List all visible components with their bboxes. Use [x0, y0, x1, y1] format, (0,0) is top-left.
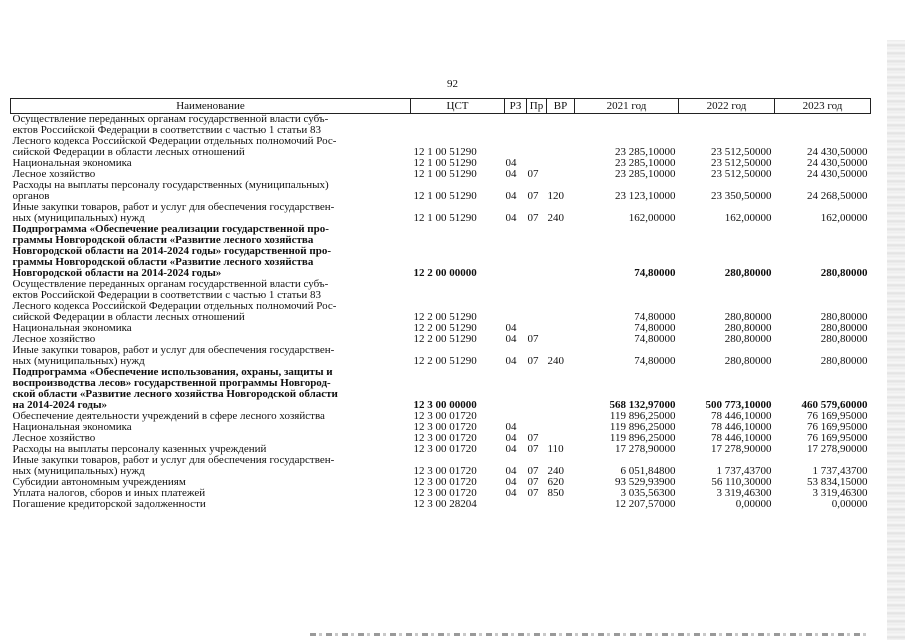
cell-vr: 240 [547, 355, 564, 367]
cell-y2022: 23 512,50000 [711, 146, 772, 158]
cell-y2022: 280,80000 [724, 267, 772, 279]
cell-y2021: 74,80000 [634, 333, 676, 345]
cell-vr [547, 499, 575, 510]
column-header-2023: 2023 год [775, 99, 871, 114]
cell-vr [547, 411, 575, 422]
cell-y2021: 119 896,25000 [609, 432, 676, 444]
cell-rz [505, 279, 527, 323]
cell-rz: 04 [505, 168, 517, 180]
cell-csr: 12 1 00 51290 [413, 168, 477, 180]
cell-pr [527, 279, 547, 323]
cell-y2023: 76 169,95000 [807, 432, 868, 444]
table-row [11, 455, 871, 477]
cell-rz: 04 [505, 421, 517, 433]
cell-pr [527, 224, 547, 279]
column-header-name: Наименование [11, 99, 411, 114]
cell-pr: 07 [527, 465, 539, 477]
cell-y2021: 23 285,10000 [615, 157, 676, 169]
cell-pr: 07 [527, 443, 539, 455]
cell-y2021: 119 896,25000 [609, 421, 676, 433]
cell-y2021: 17 278,90000 [615, 443, 676, 455]
cell-name: Лесное хозяйство [12, 432, 96, 444]
cell-name: Лесное хозяйство [12, 168, 96, 180]
subprogram-row [11, 224, 871, 279]
cell-csr: 12 3 00 28204 [413, 498, 477, 510]
cell-vr [547, 323, 575, 334]
cell-rz: 04 [505, 322, 517, 334]
cell-y2022: 23 512,50000 [711, 168, 772, 180]
cell-csr: 12 2 00 51290 [413, 333, 477, 345]
cell-y2023: 280,80000 [820, 355, 868, 367]
cell-csr: 12 2 00 51290 [413, 355, 477, 367]
cell-y2022: 280,80000 [724, 355, 772, 367]
cell-y2022: 0,00000 [735, 498, 772, 510]
cell-y2022: 1 737,43700 [716, 465, 772, 477]
table-header [11, 99, 871, 114]
cell-rz: 04 [505, 443, 517, 455]
cell-csr: 12 3 00 01720 [413, 432, 477, 444]
cell-name: Лесное хозяйство [12, 333, 96, 345]
cell-name: Осуществление переданных органам государственной власти субъ- ектов Российской Федерации в соответствии с частью 1 статьи 83 Лесного кодекса Российской Федерации отдельных полномочий Рос- сийской Федерации в области лесных отношений [12, 113, 337, 158]
cell-y2022: 23 350,50000 [711, 190, 772, 202]
cell-name: Иные закупки товаров, работ и услуг для обеспечения государствен- ных (муниципальных) нужд [12, 344, 335, 367]
cell-y2021: 23 285,10000 [615, 146, 676, 158]
page-number: 92 [447, 78, 458, 90]
cell-y2022: 280,80000 [724, 311, 772, 323]
cell-y2021: 162,00000 [628, 212, 676, 224]
cell-pr: 07 [527, 487, 539, 499]
cell-rz: 04 [505, 157, 517, 169]
cell-csr: 12 3 00 01720 [413, 421, 477, 433]
table-row [11, 345, 871, 367]
cell-name: Уплата налогов, сборов и иных платежей [12, 487, 206, 499]
cell-y2023: 53 834,15000 [807, 476, 868, 488]
cell-rz: 04 [505, 465, 517, 477]
cell-y2021: 93 529,93900 [615, 476, 676, 488]
cell-name: Подпрограмма «Обеспечение использования, охраны, защиты и воспроизводства лесов» государственной программы Новгород- ской области «Развитие лесного хозяйства Новгородской области на 2014-2024 годы» [12, 366, 338, 411]
scan-bottom-artifact [310, 633, 870, 636]
cell-y2022: 280,80000 [724, 333, 772, 345]
cell-y2021: 6 051,84800 [620, 465, 676, 477]
column-header-rz: РЗ [505, 99, 527, 114]
cell-vr [547, 114, 575, 159]
cell-csr: 12 3 00 01720 [413, 410, 477, 422]
cell-csr: 12 1 00 51290 [413, 190, 477, 202]
cell-y2021: 74,80000 [634, 311, 676, 323]
table-row [11, 499, 871, 510]
cell-pr: 07 [527, 190, 539, 202]
cell-pr: 07 [527, 212, 539, 224]
cell-rz [505, 224, 527, 279]
cell-y2023: 17 278,90000 [807, 443, 868, 455]
cell-vr [547, 158, 575, 169]
cell-y2022: 162,00000 [724, 212, 772, 224]
cell-pr [527, 367, 547, 411]
cell-y2023: 460 579,60000 [801, 399, 868, 411]
cell-vr [547, 224, 575, 279]
cell-y2023: 0,00000 [831, 498, 868, 510]
cell-y2022: 280,80000 [724, 322, 772, 334]
cell-y2022: 78 446,10000 [711, 410, 772, 422]
cell-y2021: 12 207,57000 [615, 498, 676, 510]
cell-name: Обеспечение деятельности учреждений в сфере лесного хозяйства [12, 410, 325, 422]
cell-rz [505, 114, 527, 159]
cell-name: Осуществление переданных органам государственной власти субъ- ектов Российской Федерации в соответствии с частью 1 статьи 83 Лесного кодекса Российской Федерации отдельных полномочий Рос- сийской Федерации в области лесных отношений [12, 278, 337, 323]
cell-y2023: 76 169,95000 [807, 421, 868, 433]
scan-edge-artifact [887, 40, 905, 640]
cell-y2022: 78 446,10000 [711, 421, 772, 433]
cell-pr [527, 411, 547, 422]
cell-y2021: 74,80000 [634, 267, 676, 279]
cell-csr: 12 3 00 01720 [413, 487, 477, 499]
cell-name: Субсидии автономным учреждениям [12, 476, 186, 488]
cell-csr: 12 3 00 00000 [413, 399, 477, 411]
cell-y2023: 280,80000 [820, 322, 868, 334]
cell-name: Иные закупки товаров, работ и услуг для обеспечения государствен- ных (муниципальных) нужд [12, 201, 335, 224]
cell-y2023: 1 737,43700 [812, 465, 868, 477]
table-row [11, 114, 871, 159]
cell-csr: 12 1 00 51290 [413, 212, 477, 224]
cell-rz [505, 499, 527, 510]
cell-rz: 04 [505, 190, 517, 202]
cell-y2023: 24 430,50000 [807, 168, 868, 180]
cell-y2021: 23 123,10000 [615, 190, 676, 202]
cell-csr: 12 2 00 00000 [413, 267, 477, 279]
cell-rz: 04 [505, 432, 517, 444]
cell-csr: 12 3 00 01720 [413, 465, 477, 477]
column-header-2021: 2021 год [575, 99, 679, 114]
cell-y2023: 24 430,50000 [807, 146, 868, 158]
budget-table [10, 98, 871, 510]
cell-y2021: 74,80000 [634, 355, 676, 367]
cell-vr: 620 [547, 476, 564, 488]
cell-csr: 12 3 00 01720 [413, 443, 477, 455]
column-header-csr: ЦСТ [411, 99, 505, 114]
cell-name: Погашение кредиторской задолженности [12, 498, 206, 510]
cell-pr: 07 [527, 355, 539, 367]
cell-vr [547, 367, 575, 411]
cell-vr: 850 [547, 487, 564, 499]
cell-y2023: 280,80000 [820, 267, 868, 279]
cell-vr [547, 279, 575, 323]
cell-csr: 12 2 00 51290 [413, 322, 477, 334]
cell-y2023: 24 430,50000 [807, 157, 868, 169]
cell-rz [505, 367, 527, 411]
cell-csr: 12 1 00 51290 [413, 146, 477, 158]
cell-y2021: 3 035,56300 [620, 487, 676, 499]
cell-y2022: 17 278,90000 [711, 443, 772, 455]
cell-y2023: 162,00000 [820, 212, 868, 224]
cell-name: Расходы на выплаты персоналу государственных (муниципальных) органов [12, 179, 329, 202]
cell-name: Национальная экономика [12, 421, 132, 433]
cell-name: Национальная экономика [12, 322, 132, 334]
cell-y2021: 74,80000 [634, 322, 676, 334]
cell-y2022: 56 110,30000 [711, 476, 772, 488]
cell-name: Подпрограмма «Обеспечение реализации государственной про- граммы Новгородской области «Развитие лесного хозяйства Новгородской области на 2014-2024 годы» государственной про- граммы Новгородской области «Развитие лесного хозяйства Новгородской области на 2014-2024 годы» [12, 223, 331, 279]
cell-pr: 07 [527, 476, 539, 488]
cell-y2022: 3 319,46300 [716, 487, 772, 499]
cell-rz: 04 [505, 487, 517, 499]
cell-y2021: 568 132,97000 [609, 399, 676, 411]
cell-pr: 07 [527, 432, 539, 444]
cell-vr: 120 [547, 190, 564, 202]
cell-rz: 04 [505, 476, 517, 488]
cell-name: Национальная экономика [12, 157, 132, 169]
cell-y2023: 24 268,50000 [807, 190, 868, 202]
table-row [11, 202, 871, 224]
cell-name: Расходы на выплаты персоналу казенных учреждений [12, 443, 267, 455]
cell-y2022: 500 773,10000 [705, 399, 772, 411]
cell-vr: 240 [547, 212, 564, 224]
table-body [11, 114, 871, 511]
cell-rz: 04 [505, 355, 517, 367]
column-header-2022: 2022 год [679, 99, 775, 114]
cell-pr: 07 [527, 168, 539, 180]
cell-y2023: 280,80000 [820, 333, 868, 345]
cell-y2023: 280,80000 [820, 311, 868, 323]
cell-y2023: 76 169,95000 [807, 410, 868, 422]
cell-vr: 110 [547, 443, 564, 455]
cell-csr: 12 3 00 01720 [413, 476, 477, 488]
cell-pr: 07 [527, 333, 539, 345]
cell-vr [547, 169, 575, 180]
cell-y2022: 23 512,50000 [711, 157, 772, 169]
cell-name: Иные закупки товаров, работ и услуг для обеспечения государствен- ных (муниципальных) нужд [12, 454, 335, 477]
cell-rz: 04 [505, 333, 517, 345]
column-header-pr: Пр [527, 99, 547, 114]
cell-csr: 12 1 00 51290 [413, 157, 477, 169]
subprogram-row [11, 367, 871, 411]
cell-pr [527, 499, 547, 510]
cell-y2023: 3 319,46300 [812, 487, 868, 499]
cell-y2021: 119 896,25000 [609, 410, 676, 422]
cell-rz: 04 [505, 212, 517, 224]
cell-vr [547, 422, 575, 433]
cell-pr [527, 114, 547, 159]
column-header-vr: ВР [547, 99, 575, 114]
cell-vr: 240 [547, 465, 564, 477]
cell-csr: 12 2 00 51290 [413, 311, 477, 323]
table-row [11, 180, 871, 202]
cell-y2021: 23 285,10000 [615, 168, 676, 180]
cell-vr [547, 334, 575, 345]
table-row [11, 279, 871, 323]
cell-y2022: 78 446,10000 [711, 432, 772, 444]
